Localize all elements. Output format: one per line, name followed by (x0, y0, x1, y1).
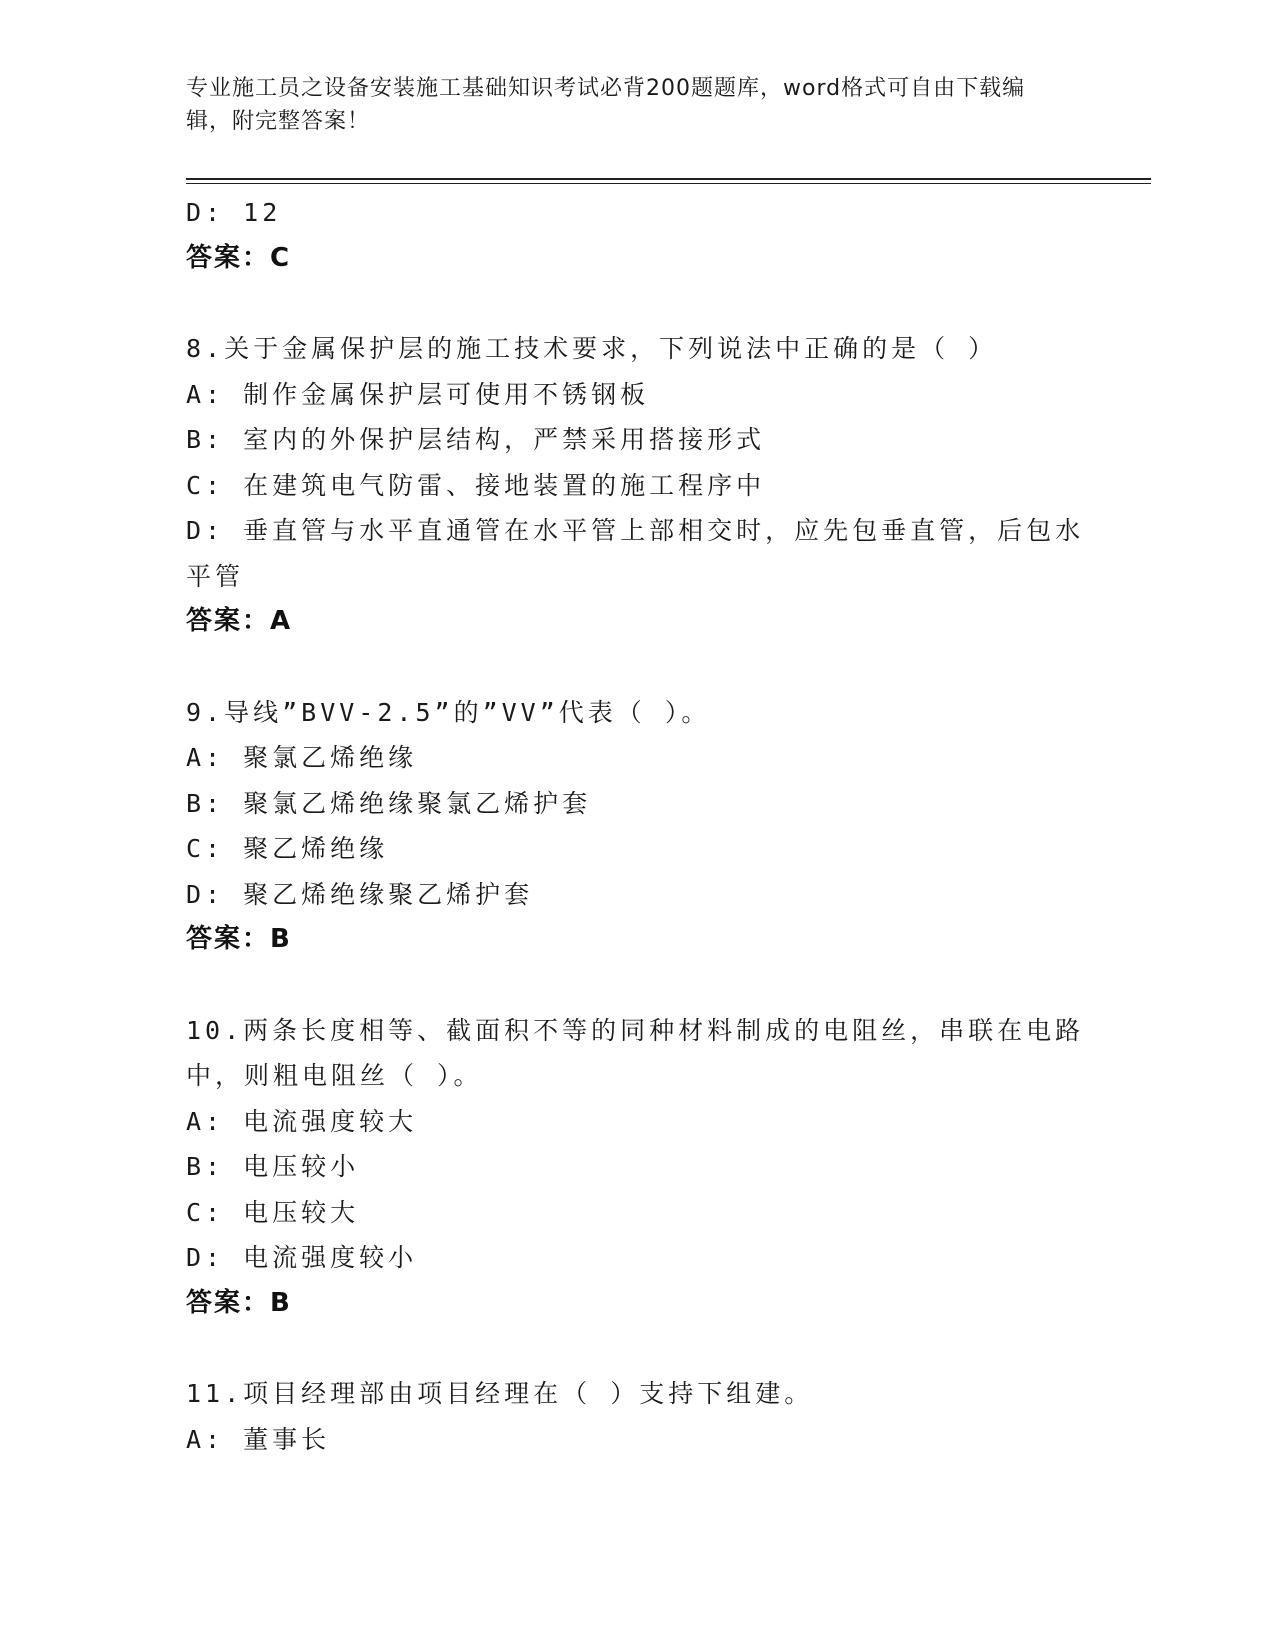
document-header: 专业施工员之设备安装施工基础知识考试必背200题题库，word格式可自由下载编辑，附完整答案！ (186, 76, 1026, 134)
question-stem: 11.项目经理部由项目经理在（ ）支持下组建。 (186, 1379, 814, 1408)
spacer (186, 645, 1086, 690)
spacer (186, 963, 1086, 1008)
option-c: C: 电压较大 (186, 1197, 360, 1227)
option-b: B: 室内的外保护层结构，严禁采用搭接形式 (186, 425, 766, 454)
question-11 (186, 1371, 1086, 1462)
answer: 答案：A (186, 606, 293, 636)
option-a: A: 聚氯乙烯绝缘 (186, 743, 418, 772)
option-a: A: 董事长 (186, 1424, 331, 1454)
answer: 答案：C (186, 242, 292, 273)
option-a: A: 制作金属保护层可使用不锈钢板 (186, 379, 650, 409)
header-rule-thin (186, 183, 1151, 184)
answer: 答案：B (186, 1287, 292, 1318)
option-b: B: 电压较小 (186, 1152, 360, 1181)
question-stem: 9.导线”BVV-2.5”的”VV”代表（ ）。 (186, 697, 711, 727)
question-10 (186, 1008, 1086, 1327)
question-list (186, 190, 1086, 1462)
question-stem: 8.关于金属保护层的施工技术要求，下列说法中正确的是（ ） (186, 334, 998, 363)
question-7-tail (186, 190, 1086, 281)
spacer (186, 1326, 1086, 1371)
option-c: C: 聚乙烯绝缘 (186, 834, 389, 863)
question-stem: 10.两条长度相等、截面积不等的同种材料制成的电阻丝，串联在电路中，则粗电阻丝（ ）。 (186, 1015, 1085, 1090)
question-8 (186, 326, 1086, 645)
option-d: D: 聚乙烯绝缘聚乙烯护套 (186, 879, 534, 909)
header-rule-thick (186, 178, 1151, 180)
question-9 (186, 690, 1086, 963)
option-d: D: 电流强度较小 (186, 1243, 418, 1272)
option-b: B: 聚氯乙烯绝缘聚氯乙烯护套 (186, 788, 592, 818)
answer: 答案：B (186, 924, 292, 954)
spacer (186, 281, 1086, 326)
option-d: D: 垂直管与水平直通管在水平管上部相交时，应先包垂直管，后包水平管 (186, 516, 1085, 591)
option-a: A: 电流强度较大 (186, 1106, 418, 1136)
option-c: C: 在建筑电气防雷、接地装置的施工程序中 (186, 470, 766, 500)
option-d: D: 12 (186, 198, 282, 227)
